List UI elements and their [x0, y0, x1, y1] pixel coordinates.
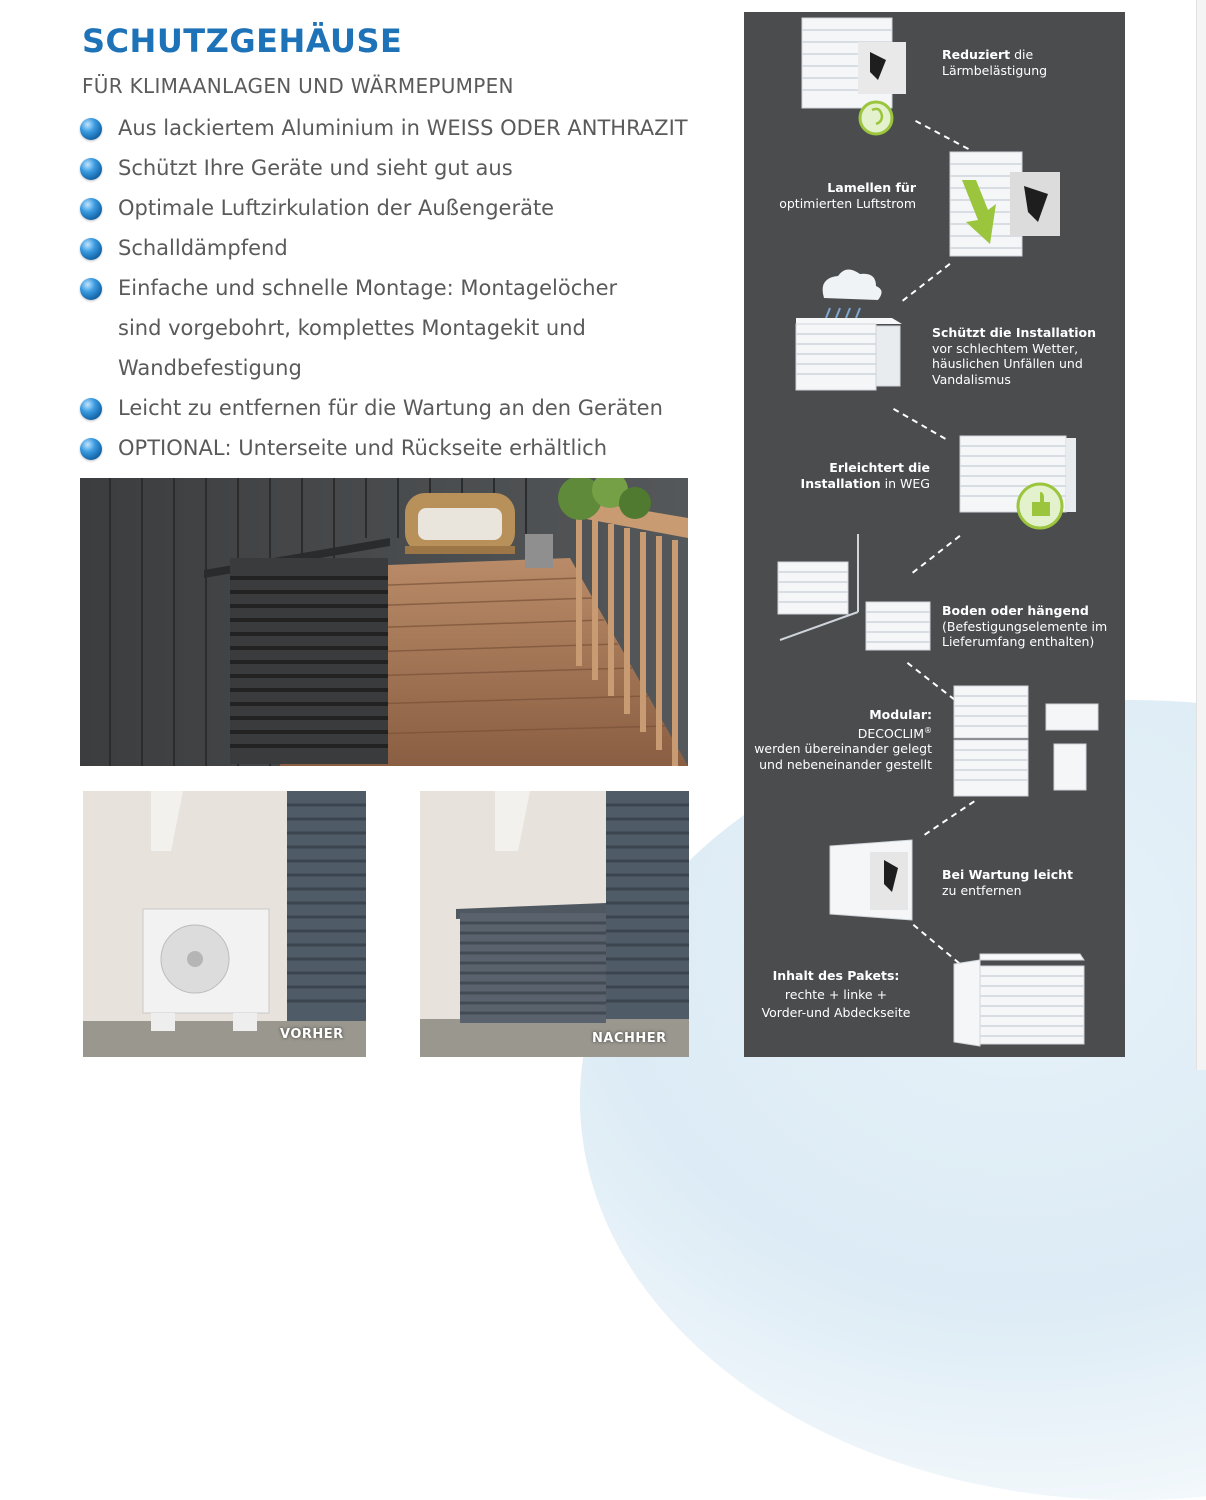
info-modular-line2: DECOCLIM — [857, 725, 924, 741]
feature-item — [80, 388, 700, 428]
feature-list — [80, 108, 700, 468]
info-airflow-text — [744, 180, 916, 211]
info-installation-bold: Erleichtert die — [829, 460, 930, 475]
info-weather-line2: vor schlechtem Wetter, — [932, 340, 1079, 356]
info-modular-line4: und nebeneinander gestellt — [759, 756, 932, 772]
feature-text: Einfache und schnelle Montage: Montagelöcher — [118, 276, 618, 300]
info-noise-text — [942, 47, 1047, 78]
feature-text: Wandbefestigung — [118, 356, 302, 380]
info-noise-line2: Lärmbelästigung — [942, 62, 1048, 78]
connector-line — [915, 120, 969, 150]
package-illustration — [950, 950, 1090, 1050]
page-subtitle: FÜR KLIMAANLAGEN UND WÄRMEPUMPEN — [82, 74, 514, 98]
info-modular-line3: werden übereinander gelegt — [754, 741, 932, 757]
feature-text: Leicht zu entfernen für die Wartung an den Geräten — [118, 396, 663, 420]
info-weather-line3: häuslichen Unfällen und — [932, 356, 1083, 371]
bullet-icon — [80, 118, 102, 140]
connector-line — [893, 408, 946, 440]
info-noise-normal: die — [1010, 47, 1034, 62]
installation-illustration — [958, 432, 1080, 532]
info-modular-sup: ® — [924, 725, 932, 735]
info-noise-bold: Reduziert — [942, 47, 1011, 62]
info-installation-normal: in WEG — [880, 475, 930, 491]
feature-text: Aus lackiertem Aluminium in WEISS ODER ANTHRAZIT — [118, 116, 688, 140]
infographic-panel — [744, 12, 1125, 1057]
maintenance-illustration — [826, 836, 922, 928]
feature-item — [80, 148, 700, 188]
after-label: NACHHER — [592, 1031, 667, 1046]
feature-text: sind vorgebohrt, komplettes Montagekit und — [118, 316, 586, 340]
info-installation-bold2: Installation — [800, 475, 881, 491]
feature-item — [80, 228, 700, 268]
bullet-icon — [80, 278, 102, 300]
after-photo — [420, 791, 689, 1057]
feature-item — [80, 188, 700, 228]
info-maintenance-line2: zu entfernen — [942, 882, 1022, 898]
terrace-illustration — [80, 478, 688, 766]
bullet-icon — [80, 158, 102, 180]
connector-line — [907, 662, 956, 701]
info-weather-line4: Vandalismus — [932, 371, 1011, 387]
feature-text: OPTIONAL: Unterseite und Rückseite erhältlich — [118, 436, 608, 460]
feature-text: Schalldämpfend — [118, 236, 288, 260]
bullet-icon — [80, 238, 102, 260]
floor-wall-illustration — [772, 532, 942, 652]
after-illustration — [420, 791, 689, 1057]
bullet-icon — [80, 398, 102, 420]
info-modular-bold: Modular: — [869, 707, 932, 722]
airflow-illustration — [948, 150, 1068, 266]
feature-item — [80, 268, 700, 388]
info-installation-text — [744, 460, 930, 491]
modular-illustration — [950, 682, 1110, 800]
info-mounting-text — [942, 603, 1107, 650]
info-package-text — [744, 968, 928, 1021]
terrace-photo — [80, 478, 688, 766]
before-label: VORHER — [280, 1027, 344, 1042]
info-package-line2: rechte + linke + — [784, 986, 888, 1002]
info-mounting-line2: (Befestigungselemente im — [942, 618, 1108, 634]
page-title: SCHUTZGEHÄUSE — [82, 22, 403, 60]
page-edge — [1196, 0, 1206, 1070]
before-photo — [83, 791, 366, 1057]
feature-text: Schützt Ihre Geräte und sieht gut aus — [118, 156, 513, 180]
info-weather-bold: Schützt die Installation — [932, 325, 1097, 340]
bullet-icon — [80, 198, 102, 220]
info-modular-text — [744, 707, 932, 772]
connector-line — [924, 800, 975, 835]
connector-line — [902, 263, 951, 302]
before-illustration — [83, 791, 366, 1057]
feature-item — [80, 108, 700, 148]
info-mounting-line3: Lieferumfang enthalten) — [942, 634, 1095, 649]
info-weather-text — [932, 325, 1096, 387]
info-package-bold: Inhalt des Pakets: — [772, 968, 900, 983]
info-package-line3: Vorder-und Abdeckseite — [761, 1005, 911, 1020]
noise-reduction-illustration — [800, 16, 910, 136]
weather-protection-illustration — [794, 268, 906, 398]
feature-text: Optimale Luftzirkulation der Außengeräte — [118, 196, 555, 220]
feature-item — [80, 428, 700, 468]
info-maintenance-text — [942, 867, 1073, 898]
info-mounting-bold: Boden oder hängend — [942, 603, 1089, 618]
bullet-icon — [80, 438, 102, 460]
info-airflow-line2: optimierten Luftstrom — [779, 195, 916, 211]
info-maintenance-bold: Bei Wartung leicht — [942, 867, 1073, 882]
info-airflow-bold: Lamellen für — [827, 180, 916, 195]
